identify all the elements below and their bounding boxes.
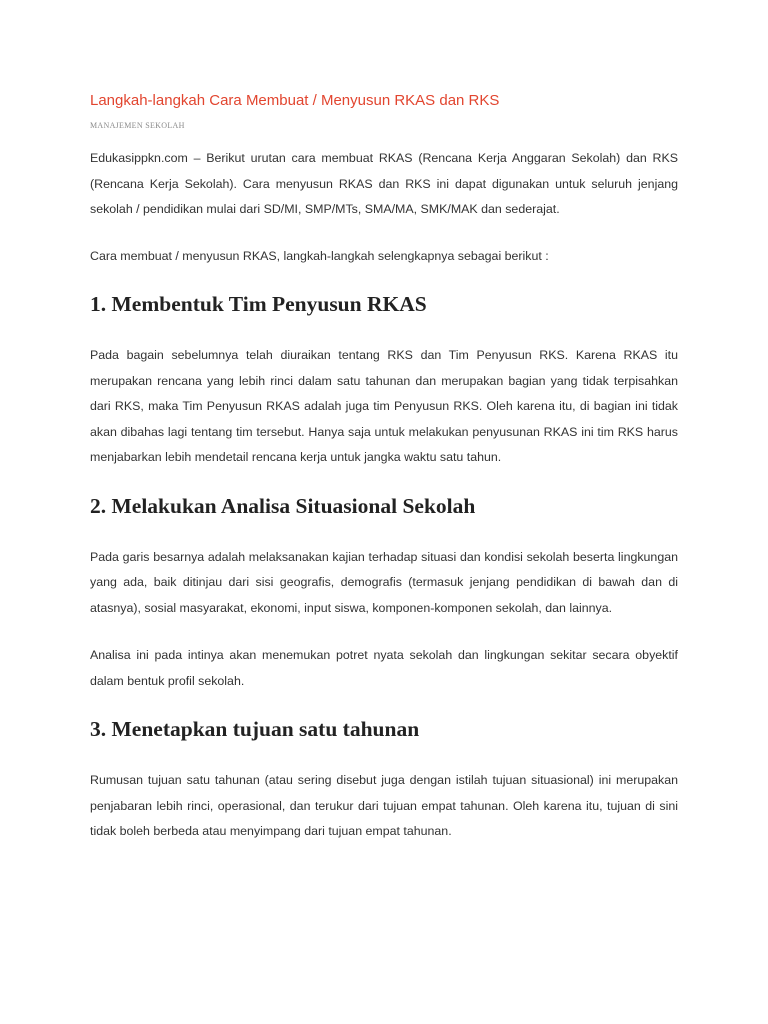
- article: [90, 88, 678, 845]
- section-2-paragraph-2: Analisa ini pada intinya akan menemukan potret nyata sekolah dan lingkungan sekitar secara obyektif dalam bentuk profil sekolah.: [90, 648, 678, 688]
- section-3-heading: 3. Menetapkan tujuan satu tahunan: [90, 717, 420, 741]
- section-1-heading: 1. Membentuk Tim Penyusun RKAS: [90, 292, 427, 316]
- article-title[interactable]: Langkah-langkah Cara Membuat / Menyusun RKAS dan RKS: [90, 92, 500, 109]
- category-label[interactable]: MANAJEMEN SEKOLAH: [90, 121, 185, 130]
- section-2-heading: 2. Melakukan Analisa Situasional Sekolah: [90, 493, 476, 518]
- section-1-paragraph: Pada bagain sebelumnya telah diuraikan tentang RKS dan Tim Penyusun RKS. Karena RKAS itu merupakan rencana yang lebih rinci dalam satu tahunan dan merupakan bagian yang tidak terpisahkan dari RKS, maka Tim Penyusun RKAS adalah juga tim Penyusun RKS. Oleh karena itu, di bagian ini tidak akan dibahas lagi tentang tim tersebut. Hanya saja untuk melakukan penyusunan RKAS ini tim RKS harus menjabarkan lebih mendetail rencana kerja untuk jangka waktu satu tahun.: [90, 348, 678, 464]
- section-3-paragraph: Rumusan tujuan satu tahunan (atau sering disebut juga dengan istilah tujuan situasional) ini merupakan penjabaran lebih rinci, operasional, dan terukur dari tujuan empat tahunan. Oleh karena itu, tujuan di sini tidak boleh berbeda atau menyimpang dari tujuan empat tahunan.: [90, 773, 678, 838]
- intro-paragraph: Edukasippkn.com – Berikut urutan cara membuat RKAS (Rencana Kerja Anggaran Sekolah) dan RKS (Rencana Kerja Sekolah). Cara menyusun RKAS dan RKS ini dapat digunakan untuk seluruh jenjang sekolah / pendidikan mulai dari SD/MI, SMP/MTs, SMA/MA, SMK/MAK dan sederajat.: [90, 151, 678, 216]
- intro-lead-paragraph: Cara membuat / menyusun RKAS, langkah-langkah selengkapnya sebagai berikut :: [90, 248, 549, 263]
- section-2-paragraph-1: Pada garis besarnya adalah melaksanakan kajian terhadap situasi dan kondisi sekolah beserta lingkungan yang ada, baik ditinjau dari sisi geografis, demografis (termasuk jenjang pendidikan di bawah dan di atasnya), sosial masyarakat, ekonomi, input siswa, komponen-komponen sekolah, dan lainnya.: [90, 549, 678, 615]
